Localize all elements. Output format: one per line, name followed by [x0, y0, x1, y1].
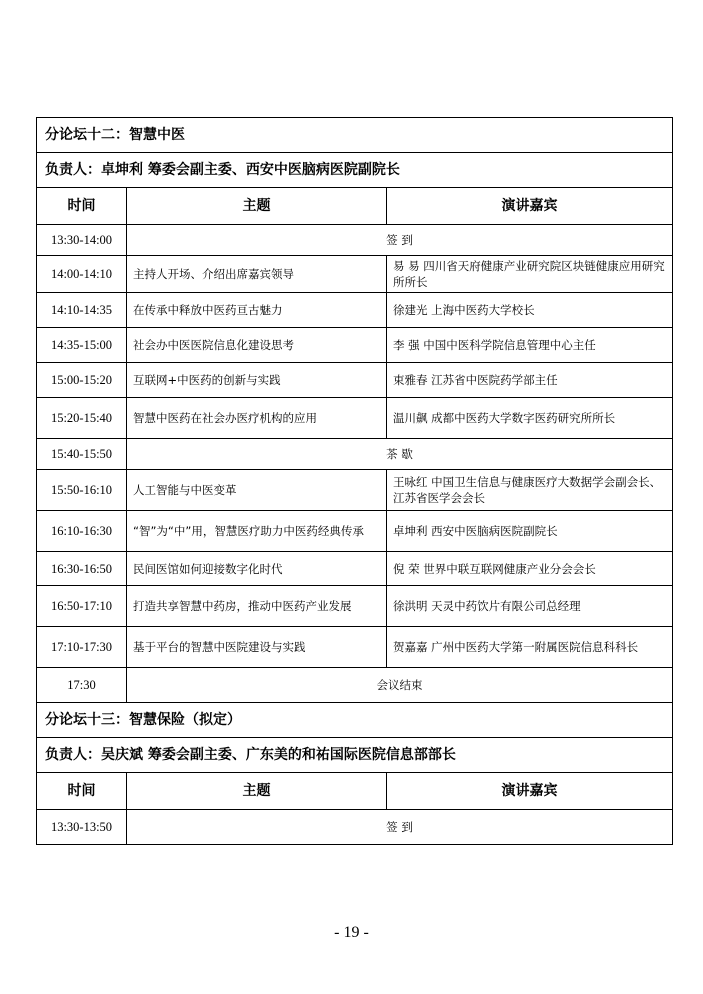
- table-row: [37, 398, 673, 439]
- row-time: 17:30: [37, 668, 127, 703]
- header-time: 时间: [37, 773, 127, 810]
- table-row: [37, 810, 673, 845]
- row-topic: 基于平台的智慧中医院建设与实践: [127, 627, 387, 668]
- row-time: 13:30-14:00: [37, 225, 127, 256]
- forum12-leader: 负责人：卓坤利 筹委会副主委、西安中医脑病医院副院长: [37, 153, 673, 188]
- row-topic: 智慧中医药在社会办医疗机构的应用: [127, 398, 387, 439]
- table-row: [37, 439, 673, 470]
- row-topic: 互联网+中医药的创新与实践: [127, 363, 387, 398]
- row-speaker: 徐洪明 天灵中药饮片有限公司总经理: [387, 586, 673, 627]
- row-time: 14:10-14:35: [37, 293, 127, 328]
- row-speaker: 王咏红 中国卫生信息与健康医疗大数据学会副会长、江苏省医学会会长: [387, 470, 673, 511]
- row-time: 15:50-16:10: [37, 470, 127, 511]
- row-topic: 在传承中释放中医药亘古魅力: [127, 293, 387, 328]
- forum12-title: 分论坛十二：智慧中医: [37, 118, 673, 153]
- table-row: [37, 328, 673, 363]
- row-time: 16:10-16:30: [37, 511, 127, 552]
- row-time: 15:00-15:20: [37, 363, 127, 398]
- row-speaker: 卓坤利 西安中医脑病医院副院长: [387, 511, 673, 552]
- row-time: 14:00-14:10: [37, 256, 127, 293]
- table-row: [37, 470, 673, 511]
- table-row: [37, 511, 673, 552]
- header-topic: 主题: [127, 773, 387, 810]
- row-merged: 签 到: [127, 225, 673, 256]
- header-speaker: 演讲嘉宾: [387, 773, 673, 810]
- row-topic: 人工智能与中医变革: [127, 470, 387, 511]
- row-topic: “智”为“中”用，智慧医疗助力中医药经典传承: [127, 511, 387, 552]
- row-time: 16:30-16:50: [37, 552, 127, 586]
- row-topic: 打造共享智慧中药房，推动中医药产业发展: [127, 586, 387, 627]
- row-time: 16:50-17:10: [37, 586, 127, 627]
- page-number: - 19 -: [334, 924, 369, 941]
- row-time: 13:30-13:50: [37, 810, 127, 845]
- row-merged: 会议结束: [127, 668, 673, 703]
- row-speaker: 李 强 中国中医科学院信息管理中心主任: [387, 328, 673, 363]
- row-speaker: 倪 荣 世界中联互联网健康产业分会会长: [387, 552, 673, 586]
- agenda-table: [36, 117, 673, 845]
- header-speaker: 演讲嘉宾: [387, 188, 673, 225]
- table-row: [37, 668, 673, 703]
- table-row: [37, 256, 673, 293]
- row-topic: 社会办中医医院信息化建设思考: [127, 328, 387, 363]
- header-topic: 主题: [127, 188, 387, 225]
- row-merged: 签 到: [127, 810, 673, 845]
- table-row: [37, 293, 673, 328]
- row-time: 15:40-15:50: [37, 439, 127, 470]
- table-row: [37, 627, 673, 668]
- forum13-title: 分论坛十三：智慧保险（拟定）: [37, 703, 673, 738]
- row-topic: 民间医馆如何迎接数字化时代: [127, 552, 387, 586]
- row-speaker: 束雅春 江苏省中医院药学部主任: [387, 363, 673, 398]
- row-topic: 主持人开场、介绍出席嘉宾领导: [127, 256, 387, 293]
- header-time: 时间: [37, 188, 127, 225]
- row-time: 17:10-17:30: [37, 627, 127, 668]
- row-speaker: 贺嘉嘉 广州中医药大学第一附属医院信息科科长: [387, 627, 673, 668]
- row-speaker: 徐建光 上海中医药大学校长: [387, 293, 673, 328]
- row-merged: 茶 歇: [127, 439, 673, 470]
- table-row: [37, 363, 673, 398]
- table-row: [37, 225, 673, 256]
- table-row: [37, 552, 673, 586]
- row-time: 14:35-15:00: [37, 328, 127, 363]
- row-time: 15:20-15:40: [37, 398, 127, 439]
- forum13-leader: 负责人：吴庆斌 筹委会副主委、广东美的和祐国际医院信息部部长: [37, 738, 673, 773]
- row-speaker: 易 易 四川省天府健康产业研究院区块链健康应用研究所所长: [387, 256, 673, 293]
- row-speaker: 温川飙 成都中医药大学数字医药研究所所长: [387, 398, 673, 439]
- agenda-document: [36, 117, 672, 845]
- table-row: [37, 586, 673, 627]
